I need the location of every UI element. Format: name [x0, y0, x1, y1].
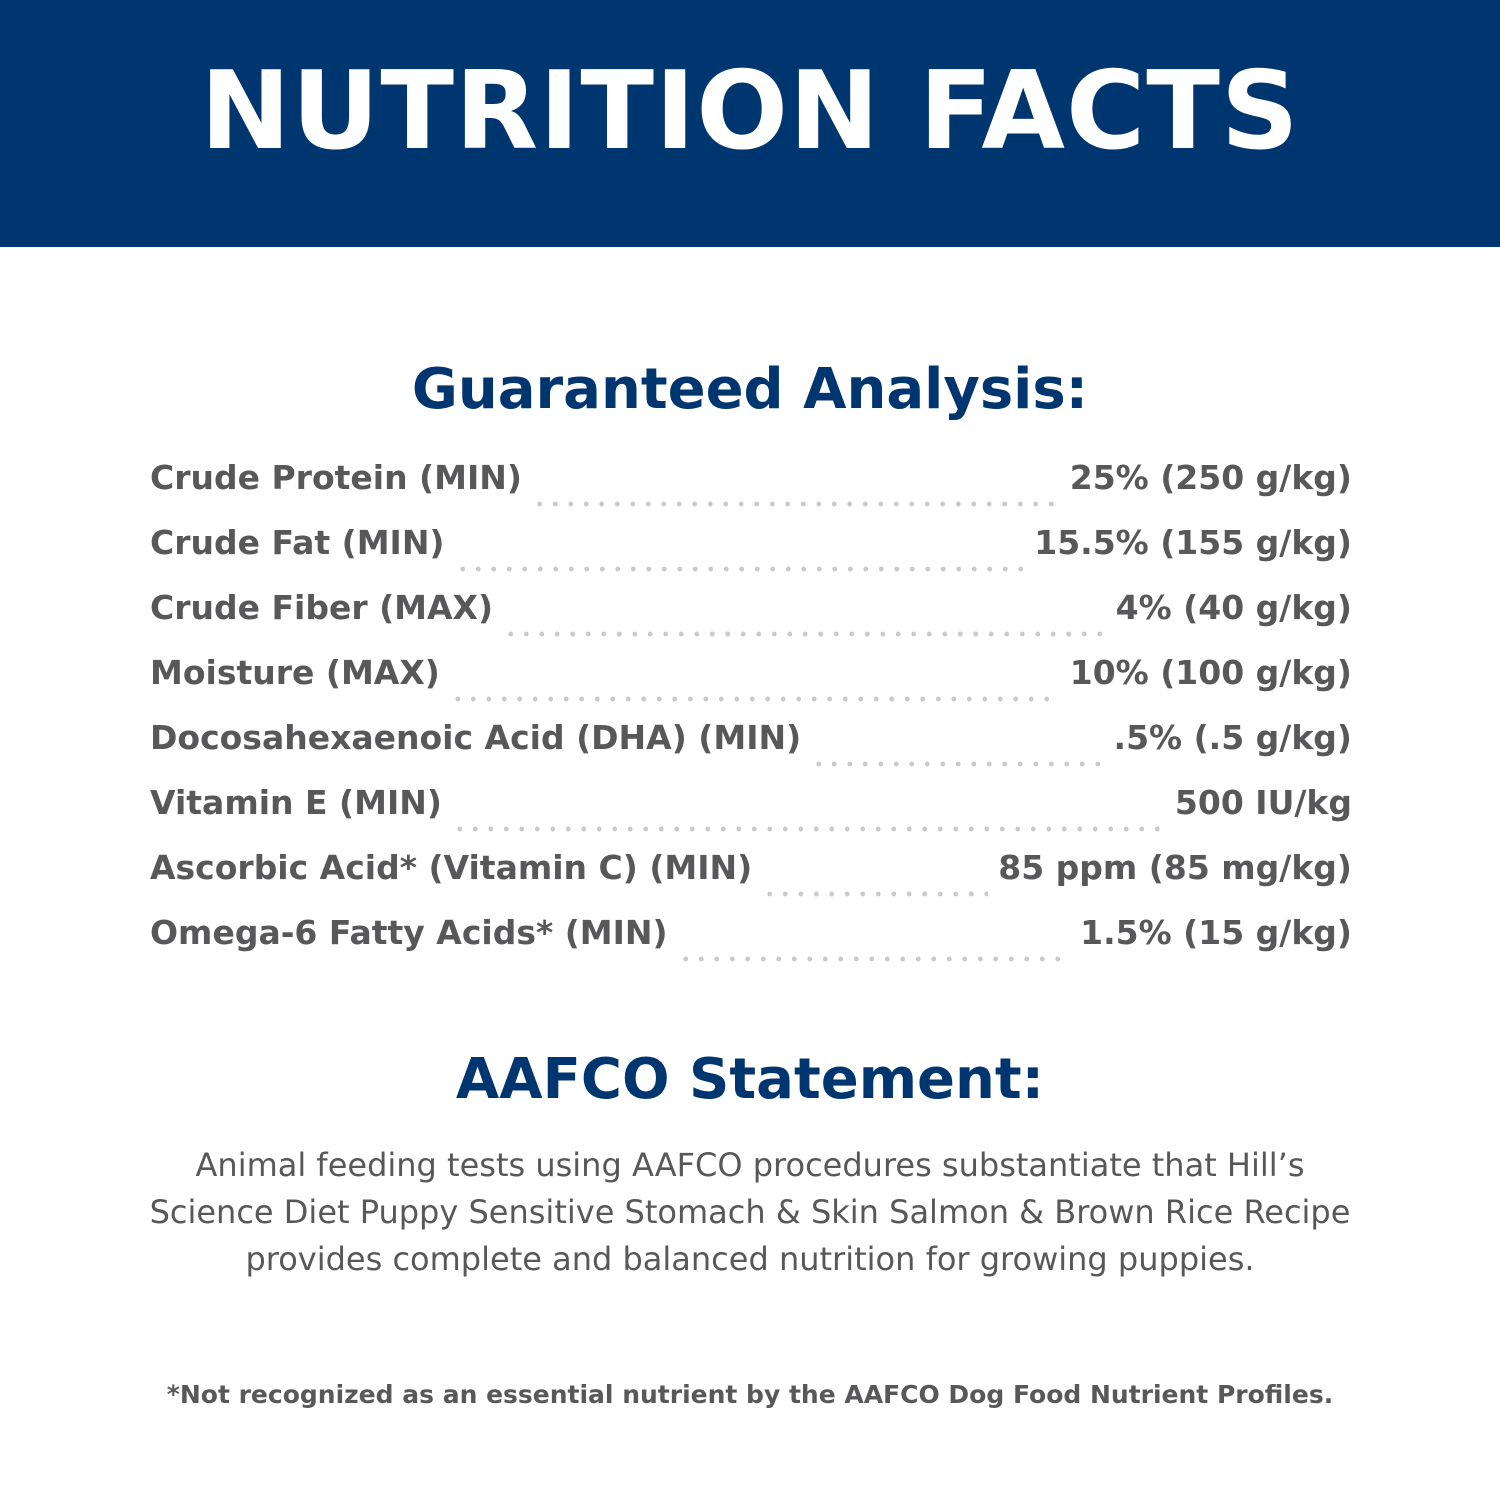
analysis-value: 10% (100 g/kg) — [1069, 653, 1352, 692]
analysis-row-crude-protein — [150, 458, 1352, 523]
analysis-row-crude-fat — [150, 523, 1352, 588]
analysis-row-vitamin-e — [150, 783, 1352, 848]
analysis-row-omega-6 — [150, 913, 1352, 978]
analysis-label: Omega-6 Fatty Acids* (MIN) — [150, 913, 668, 952]
analysis-label: Moisture (MAX) — [150, 653, 440, 692]
analysis-label: Crude Fiber (MAX) — [150, 588, 494, 627]
analysis-value: 15.5% (155 g/kg) — [1034, 523, 1352, 562]
aafco-statement-title: AAFCO Statement: — [455, 1047, 1045, 1112]
analysis-row-dha — [150, 718, 1352, 783]
guaranteed-analysis-list — [150, 458, 1352, 978]
dot-leader — [811, 761, 1103, 767]
analysis-label: Crude Fat (MIN) — [150, 523, 445, 562]
analysis-value: 85 ppm (85 mg/kg) — [998, 848, 1352, 887]
dot-leader — [455, 566, 1025, 572]
dot-leader — [532, 501, 1060, 507]
analysis-label: Ascorbic Acid* (Vitamin C) (MIN) — [150, 848, 753, 887]
analysis-row-moisture — [150, 653, 1352, 718]
analysis-value: 25% (250 g/kg) — [1069, 458, 1352, 497]
dot-leader — [678, 956, 1071, 962]
header-banner — [0, 0, 1500, 247]
analysis-value: 1.5% (15 g/kg) — [1080, 913, 1352, 952]
analysis-label: Crude Protein (MIN) — [150, 458, 522, 497]
analysis-label: Vitamin E (MIN) — [150, 783, 442, 822]
dot-leader — [503, 631, 1106, 637]
analysis-value: .5% (.5 g/kg) — [1113, 718, 1352, 757]
dot-leader — [450, 696, 1060, 702]
analysis-row-crude-fiber — [150, 588, 1352, 653]
page-title: NUTRITION FACTS — [200, 48, 1300, 174]
analysis-value: 4% (40 g/kg) — [1115, 588, 1352, 627]
analysis-row-ascorbic-acid — [150, 848, 1352, 913]
dot-leader — [762, 891, 988, 897]
guaranteed-analysis-title: Guaranteed Analysis: — [411, 357, 1089, 422]
analysis-label: Docosahexaenoic Acid (DHA) (MIN) — [150, 718, 802, 757]
analysis-value: 500 IU/kg — [1174, 783, 1352, 822]
aafco-statement-text: Animal feeding tests using AAFCO procedures substantiate that Hill’s Science Diet Puppy Sensitive Stomach & Skin Salmon & Brown Rice Recipe provides complete and balanced nutrition for growing puppies. — [149, 1146, 1351, 1278]
dot-leader — [452, 826, 1165, 832]
footnote: *Not recognized as an essential nutrient by the AAFCO Dog Food Nutrient Profiles. — [166, 1380, 1334, 1409]
